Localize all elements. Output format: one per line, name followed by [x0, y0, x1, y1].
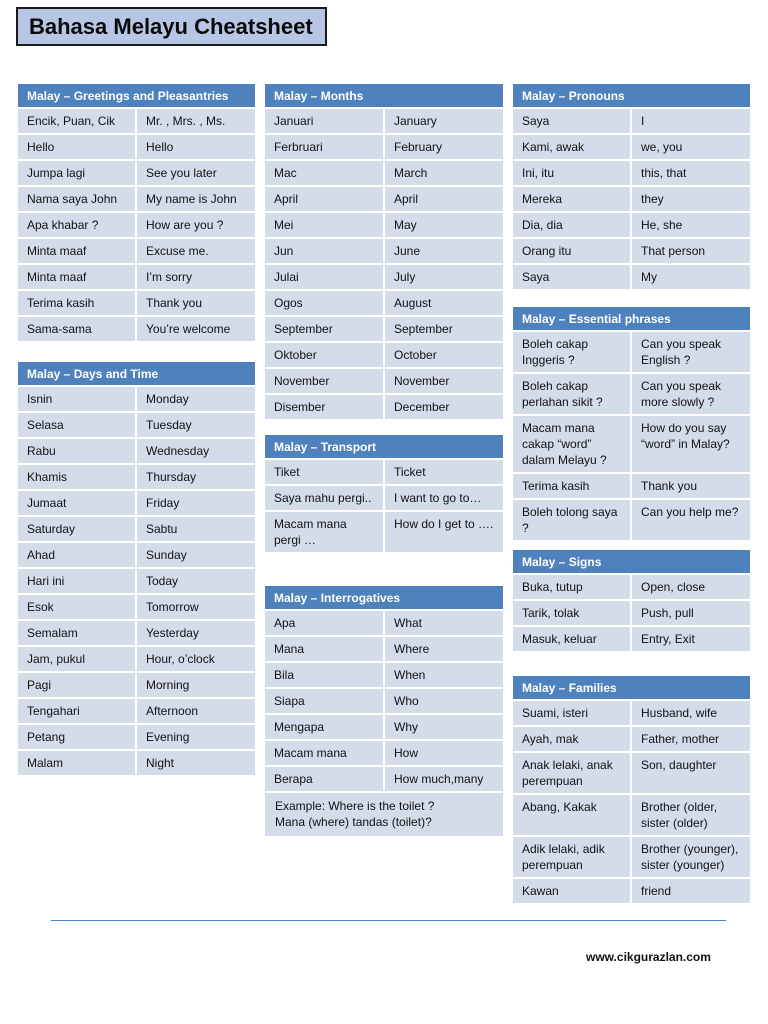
- english-term: How are you ?: [137, 213, 255, 237]
- table-row: [265, 637, 503, 661]
- english-term: I’m sorry: [137, 265, 255, 289]
- malay-term: Sama-sama: [18, 317, 135, 341]
- table-row: [265, 213, 503, 237]
- english-term: Thursday: [137, 465, 255, 489]
- table-row: [265, 741, 503, 765]
- english-term: Can you speak English ?: [632, 332, 750, 372]
- english-term: Ticket: [385, 460, 503, 484]
- table-row: [265, 317, 503, 341]
- table-row: [513, 239, 750, 263]
- english-term: Brother (younger), sister (younger): [632, 837, 750, 877]
- malay-term: Petang: [18, 725, 135, 749]
- english-term: Brother (older, sister (older): [632, 795, 750, 835]
- table-row: [265, 343, 503, 367]
- malay-term: Bila: [265, 663, 383, 687]
- table-row: [18, 291, 255, 315]
- malay-term: Hari ini: [18, 569, 135, 593]
- section-header: Malay – Months: [265, 84, 503, 107]
- malay-term: Tiket: [265, 460, 383, 484]
- english-term: When: [385, 663, 503, 687]
- malay-term: Ogos: [265, 291, 383, 315]
- malay-term: Jumaat: [18, 491, 135, 515]
- table-row: [513, 109, 750, 133]
- english-term: February: [385, 135, 503, 159]
- section-months: [265, 84, 503, 421]
- malay-term: November: [265, 369, 383, 393]
- malay-term: Jun: [265, 239, 383, 263]
- table-row: [513, 135, 750, 159]
- english-term: Sabtu: [137, 517, 255, 541]
- table-row: [513, 753, 750, 793]
- section-pronouns: [513, 84, 750, 291]
- english-term: Mr. , Mrs. , Ms.: [137, 109, 255, 133]
- malay-term: Minta maaf: [18, 239, 135, 263]
- english-term: How do I get to ….: [385, 512, 503, 552]
- english-term: Night: [137, 751, 255, 775]
- section-header: Malay – Greetings and Pleasantries: [18, 84, 255, 107]
- malay-term: Mana: [265, 637, 383, 661]
- malay-term: September: [265, 317, 383, 341]
- english-term: How: [385, 741, 503, 765]
- table-row: [513, 332, 750, 372]
- malay-term: Selasa: [18, 413, 135, 437]
- malay-term: Masuk, keluar: [513, 627, 630, 651]
- table-row: [513, 575, 750, 599]
- malay-term: Isnin: [18, 387, 135, 411]
- malay-term: Semalam: [18, 621, 135, 645]
- malay-term: Siapa: [265, 689, 383, 713]
- malay-term: Jam, pukul: [18, 647, 135, 671]
- english-term: March: [385, 161, 503, 185]
- english-term: April: [385, 187, 503, 211]
- table-row: [265, 460, 503, 484]
- english-term: Husband, wife: [632, 701, 750, 725]
- table-row: [265, 715, 503, 739]
- english-term: Open, close: [632, 575, 750, 599]
- table-row: [18, 465, 255, 489]
- footer-divider: [51, 920, 726, 921]
- malay-term: Terima kasih: [513, 474, 630, 498]
- table-row: [513, 727, 750, 751]
- english-term: friend: [632, 879, 750, 903]
- english-term: September: [385, 317, 503, 341]
- malay-term: Ini, itu: [513, 161, 630, 185]
- section-days-and-time: [18, 362, 255, 777]
- malay-term: Berapa: [265, 767, 383, 791]
- malay-term: Pagi: [18, 673, 135, 697]
- table-row: [18, 387, 255, 411]
- malay-term: Kawan: [513, 879, 630, 903]
- table-row: [513, 374, 750, 414]
- table-row: [513, 795, 750, 835]
- english-term: Yesterday: [137, 621, 255, 645]
- english-term: I want to go to…: [385, 486, 503, 510]
- section-header: Malay – Signs: [513, 550, 750, 573]
- malay-term: Hello: [18, 135, 135, 159]
- table-row: [513, 265, 750, 289]
- table-row: [513, 500, 750, 540]
- table-row: [265, 369, 503, 393]
- malay-term: Mereka: [513, 187, 630, 211]
- malay-term: Nama saya John: [18, 187, 135, 211]
- english-term: Push, pull: [632, 601, 750, 625]
- english-term: August: [385, 291, 503, 315]
- english-term: this, that: [632, 161, 750, 185]
- section-interrogatives: [265, 586, 503, 836]
- table-row: [265, 161, 503, 185]
- table-row: [513, 474, 750, 498]
- table-row: [265, 486, 503, 510]
- english-term: May: [385, 213, 503, 237]
- table-row: [265, 767, 503, 791]
- english-term: October: [385, 343, 503, 367]
- english-term: What: [385, 611, 503, 635]
- example-note-line: Mana (where) tandas (toilet)?: [275, 815, 432, 829]
- table-row: [513, 161, 750, 185]
- section-greetings: [18, 84, 255, 343]
- english-term: Entry, Exit: [632, 627, 750, 651]
- malay-term: April: [265, 187, 383, 211]
- table-row: [18, 595, 255, 619]
- english-term: November: [385, 369, 503, 393]
- malay-term: Ayah, mak: [513, 727, 630, 751]
- malay-term: Boleh cakap Inggeris ?: [513, 332, 630, 372]
- table-row: [513, 601, 750, 625]
- malay-term: Macam mana: [265, 741, 383, 765]
- malay-term: Julai: [265, 265, 383, 289]
- table-row: [18, 517, 255, 541]
- table-row: [513, 416, 750, 472]
- english-term: Today: [137, 569, 255, 593]
- english-term: Thank you: [137, 291, 255, 315]
- malay-term: Esok: [18, 595, 135, 619]
- malay-term: Disember: [265, 395, 383, 419]
- table-row: [18, 491, 255, 515]
- english-term: December: [385, 395, 503, 419]
- malay-term: Macam mana cakap “word” dalam Melayu ?: [513, 416, 630, 472]
- malay-term: Buka, tutup: [513, 575, 630, 599]
- malay-term: Khamis: [18, 465, 135, 489]
- table-row: [513, 627, 750, 651]
- malay-term: Anak lelaki, anak perempuan: [513, 753, 630, 793]
- english-term: Afternoon: [137, 699, 255, 723]
- section-families: [513, 676, 750, 905]
- malay-term: Tengahari: [18, 699, 135, 723]
- malay-term: Mac: [265, 161, 383, 185]
- table-row: [265, 135, 503, 159]
- table-row: [18, 135, 255, 159]
- table-row: [18, 439, 255, 463]
- english-term: Why: [385, 715, 503, 739]
- section-signs: [513, 550, 750, 653]
- table-row: [513, 701, 750, 725]
- malay-term: Encik, Puan, Cik: [18, 109, 135, 133]
- example-note: [265, 793, 503, 836]
- malay-term: Adik lelaki, adik perempuan: [513, 837, 630, 877]
- malay-term: Orang itu: [513, 239, 630, 263]
- english-term: June: [385, 239, 503, 263]
- table-row: [18, 647, 255, 671]
- english-term: Excuse me.: [137, 239, 255, 263]
- english-term: You’re welcome: [137, 317, 255, 341]
- english-term: Friday: [137, 491, 255, 515]
- english-term: My: [632, 265, 750, 289]
- table-row: [18, 725, 255, 749]
- english-term: Thank you: [632, 474, 750, 498]
- table-row: [18, 569, 255, 593]
- malay-term: Saya: [513, 265, 630, 289]
- section-header: Malay – Families: [513, 676, 750, 699]
- table-row: [18, 187, 255, 211]
- table-row: [265, 689, 503, 713]
- table-row: [18, 751, 255, 775]
- table-row: [18, 109, 255, 133]
- english-term: See you later: [137, 161, 255, 185]
- malay-term: Boleh tolong saya ?: [513, 500, 630, 540]
- english-term: Where: [385, 637, 503, 661]
- malay-term: Boleh cakap perlahan sikit ?: [513, 374, 630, 414]
- malay-term: Januari: [265, 109, 383, 133]
- english-term: I: [632, 109, 750, 133]
- malay-term: Terima kasih: [18, 291, 135, 315]
- malay-term: Minta maaf: [18, 265, 135, 289]
- malay-term: Rabu: [18, 439, 135, 463]
- page-title: Bahasa Melayu Cheatsheet: [16, 7, 327, 46]
- english-term: Father, mother: [632, 727, 750, 751]
- table-row: [513, 187, 750, 211]
- english-term: Can you speak more slowly ?: [632, 374, 750, 414]
- table-row: [513, 213, 750, 237]
- section-header: Malay – Interrogatives: [265, 586, 503, 609]
- table-row: [265, 265, 503, 289]
- example-note-line: Example: Where is the toilet ?: [275, 799, 435, 813]
- section-header: Malay – Pronouns: [513, 84, 750, 107]
- table-row: [18, 543, 255, 567]
- table-row: [265, 512, 503, 552]
- english-term: Morning: [137, 673, 255, 697]
- english-term: Hour, o’clock: [137, 647, 255, 671]
- table-row: [265, 395, 503, 419]
- table-row: [18, 673, 255, 697]
- table-row: [265, 109, 503, 133]
- malay-term: Mei: [265, 213, 383, 237]
- malay-term: Apa: [265, 611, 383, 635]
- english-term: Can you help me?: [632, 500, 750, 540]
- table-row: [18, 265, 255, 289]
- english-term: Wednesday: [137, 439, 255, 463]
- malay-term: Tarik, tolak: [513, 601, 630, 625]
- malay-term: Oktober: [265, 343, 383, 367]
- english-term: Sunday: [137, 543, 255, 567]
- english-term: My name is John: [137, 187, 255, 211]
- english-term: That person: [632, 239, 750, 263]
- table-row: [18, 621, 255, 645]
- table-row: [513, 879, 750, 903]
- footer-website: www.cikgurazlan.com: [586, 950, 711, 964]
- table-row: [265, 239, 503, 263]
- english-term: Son, daughter: [632, 753, 750, 793]
- english-term: He, she: [632, 213, 750, 237]
- english-term: Monday: [137, 387, 255, 411]
- table-row: [18, 699, 255, 723]
- malay-term: Suami, isteri: [513, 701, 630, 725]
- malay-term: Saya: [513, 109, 630, 133]
- english-term: Evening: [137, 725, 255, 749]
- english-term: Hello: [137, 135, 255, 159]
- table-row: [18, 161, 255, 185]
- section-transport: [265, 435, 503, 554]
- table-row: [265, 611, 503, 635]
- malay-term: Macam mana pergi …: [265, 512, 383, 552]
- table-row: [265, 663, 503, 687]
- table-row: [513, 837, 750, 877]
- malay-term: Abang, Kakak: [513, 795, 630, 835]
- malay-term: Ahad: [18, 543, 135, 567]
- english-term: Who: [385, 689, 503, 713]
- english-term: we, you: [632, 135, 750, 159]
- english-term: How much,many: [385, 767, 503, 791]
- malay-term: Malam: [18, 751, 135, 775]
- english-term: they: [632, 187, 750, 211]
- english-term: July: [385, 265, 503, 289]
- section-header: Malay – Days and Time: [18, 362, 255, 385]
- malay-term: Ferbruari: [265, 135, 383, 159]
- table-row: [18, 317, 255, 341]
- section-header: Malay – Transport: [265, 435, 503, 458]
- table-row: [265, 187, 503, 211]
- english-term: Tuesday: [137, 413, 255, 437]
- english-term: How do you say “word” in Malay?: [632, 416, 750, 472]
- malay-term: Dia, dia: [513, 213, 630, 237]
- malay-term: Saya mahu pergi..: [265, 486, 383, 510]
- section-header: Malay – Essential phrases: [513, 307, 750, 330]
- english-term: January: [385, 109, 503, 133]
- section-essential-phrases: [513, 307, 750, 542]
- table-row: [18, 413, 255, 437]
- english-term: Tomorrow: [137, 595, 255, 619]
- malay-term: Apa khabar ?: [18, 213, 135, 237]
- malay-term: Saturday: [18, 517, 135, 541]
- table-row: [265, 291, 503, 315]
- malay-term: Mengapa: [265, 715, 383, 739]
- table-row: [18, 213, 255, 237]
- malay-term: Jumpa lagi: [18, 161, 135, 185]
- malay-term: Kami, awak: [513, 135, 630, 159]
- table-row: [18, 239, 255, 263]
